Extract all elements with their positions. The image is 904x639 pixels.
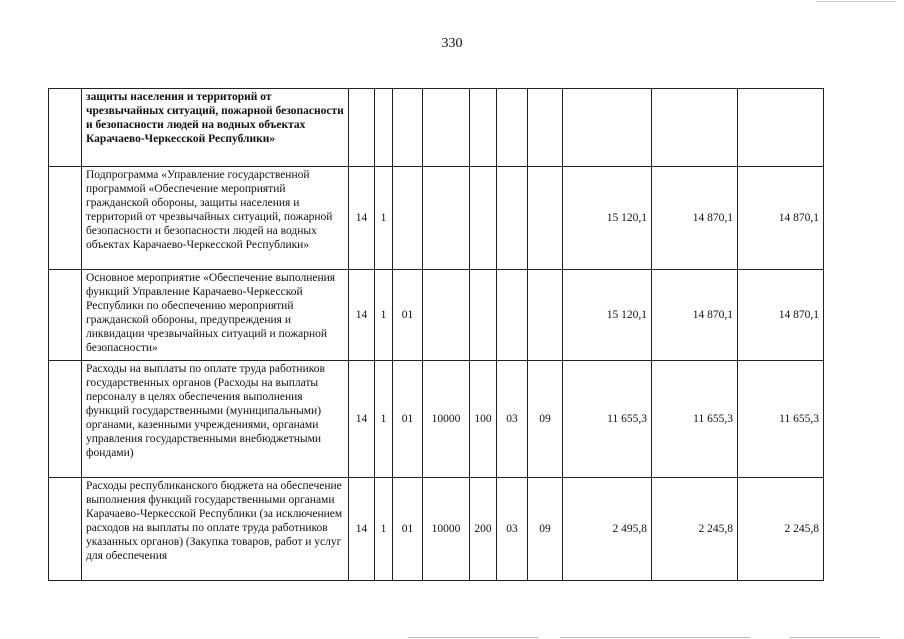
code-om-cell: 01 bbox=[393, 270, 423, 361]
code-pg-cell bbox=[375, 89, 393, 167]
table-row bbox=[49, 361, 824, 478]
code-pg-cell: 1 bbox=[375, 361, 393, 478]
row-number-cell bbox=[49, 89, 82, 167]
row-number-cell bbox=[49, 270, 82, 361]
scan-edge-line-top bbox=[816, 1, 896, 2]
code-vr-cell bbox=[470, 167, 497, 270]
code-g-cell bbox=[349, 89, 375, 167]
code-dir-cell: 10000 bbox=[423, 361, 470, 478]
value-year3-cell: 11 655,3 bbox=[738, 361, 824, 478]
code-om-cell bbox=[393, 167, 423, 270]
value-year3-cell: 14 870,1 bbox=[738, 270, 824, 361]
value-year1-cell: 15 120,1 bbox=[563, 270, 652, 361]
code-dir-cell bbox=[423, 89, 470, 167]
code-pr-cell bbox=[528, 89, 563, 167]
code-dir-cell bbox=[423, 270, 470, 361]
code-g-cell: 14 bbox=[349, 167, 375, 270]
code-rz-cell bbox=[497, 270, 528, 361]
table-row bbox=[49, 270, 824, 361]
value-year1-cell bbox=[563, 89, 652, 167]
code-pr-cell: 09 bbox=[528, 478, 563, 581]
row-name-cell: Подпрограмма «Управление государственной программой «Обеспечение мероприятий гражданской обороны, защиты населения и территорий от чрезвычайных ситуаций, пожарной безопасности и безопасности людей на водных объектах Карачаево-Черкесской Республики» bbox=[82, 167, 349, 270]
code-vr-cell: 200 bbox=[470, 478, 497, 581]
budget-table bbox=[48, 88, 824, 581]
code-pr-cell bbox=[528, 270, 563, 361]
code-pg-cell: 1 bbox=[375, 270, 393, 361]
value-year1-cell: 11 655,3 bbox=[563, 361, 652, 478]
code-vr-cell: 100 bbox=[470, 361, 497, 478]
row-name-cell: Расходы республиканского бюджета на обеспечение выполнения функций государственными органами Карачаево-Черкесской Республики (за исключением расходов на выплаты по оплате труда работников указанных органов) (Закупка товаров, работ и услуг для обеспечения bbox=[82, 478, 349, 581]
row-number-cell bbox=[49, 478, 82, 581]
scan-edge-line-bottom bbox=[560, 637, 750, 638]
value-year2-cell: 14 870,1 bbox=[652, 270, 738, 361]
code-dir-cell bbox=[423, 167, 470, 270]
value-year2-cell: 14 870,1 bbox=[652, 167, 738, 270]
row-number-cell bbox=[49, 361, 82, 478]
code-g-cell: 14 bbox=[349, 270, 375, 361]
value-year1-cell: 2 495,8 bbox=[563, 478, 652, 581]
row-name-cell: Расходы на выплаты по оплате труда работников государственных органов (Расходы на выплаты персоналу в целях обеспечения выполнения функций государственными (муниципальными) органами, казенными учреждениями, органами управления государственными внебюджетными фондами) bbox=[82, 361, 349, 478]
code-pg-cell: 1 bbox=[375, 167, 393, 270]
code-vr-cell bbox=[470, 89, 497, 167]
code-rz-cell bbox=[497, 89, 528, 167]
value-year2-cell: 2 245,8 bbox=[652, 478, 738, 581]
row-name-cell: защиты населения и территорий от чрезвычайных ситуаций, пожарной безопасности и безопасности людей на водных объектах Карачаево-Черкесской Республики» bbox=[82, 89, 349, 167]
code-vr-cell bbox=[470, 270, 497, 361]
value-year2-cell: 11 655,3 bbox=[652, 361, 738, 478]
code-pg-cell: 1 bbox=[375, 478, 393, 581]
value-year3-cell bbox=[738, 89, 824, 167]
code-om-cell: 01 bbox=[393, 361, 423, 478]
code-rz-cell: 03 bbox=[497, 361, 528, 478]
code-dir-cell: 10000 bbox=[423, 478, 470, 581]
row-name-cell: Основное мероприятие «Обеспечение выполнения функций Управление Карачаево-Черкесской Республики по обеспечению мероприятий гражданской обороны, предупреждения и ликвидации чрезвычайных ситуаций и пожарной безопасности» bbox=[82, 270, 349, 361]
code-rz-cell bbox=[497, 167, 528, 270]
value-year1-cell: 15 120,1 bbox=[563, 167, 652, 270]
code-g-cell: 14 bbox=[349, 478, 375, 581]
table-row bbox=[49, 167, 824, 270]
value-year2-cell bbox=[652, 89, 738, 167]
value-year3-cell: 14 870,1 bbox=[738, 167, 824, 270]
row-number-cell bbox=[49, 167, 82, 270]
value-year3-cell: 2 245,8 bbox=[738, 478, 824, 581]
code-om-cell bbox=[393, 89, 423, 167]
code-pr-cell: 09 bbox=[528, 361, 563, 478]
table-row bbox=[49, 89, 824, 167]
code-om-cell: 01 bbox=[393, 478, 423, 581]
code-pr-cell bbox=[528, 167, 563, 270]
code-rz-cell: 03 bbox=[497, 478, 528, 581]
page-number: 330 bbox=[441, 36, 463, 51]
code-g-cell: 14 bbox=[349, 361, 375, 478]
scan-edge-line-bottom bbox=[790, 637, 880, 638]
scan-edge-line-bottom bbox=[408, 637, 538, 638]
table-row bbox=[49, 478, 824, 581]
